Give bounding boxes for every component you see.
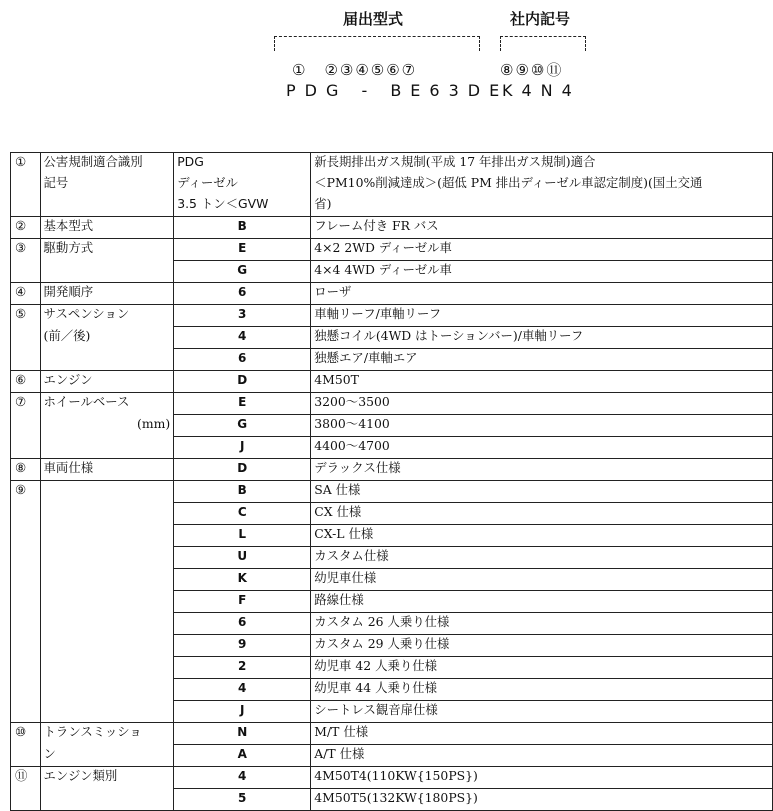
- code-value: A: [174, 745, 311, 767]
- item-number: [11, 635, 41, 657]
- table-row: [11, 195, 773, 217]
- description: 4M50T: [311, 371, 773, 393]
- item-name: [40, 569, 174, 591]
- description: シートレス観音扉仕様: [311, 701, 773, 723]
- description: カスタム 26 人乗り仕様: [311, 613, 773, 635]
- description: カスタム 29 人乗り仕様: [311, 635, 773, 657]
- item-name: [40, 503, 174, 525]
- item-name: [40, 547, 174, 569]
- code-value: 2: [174, 657, 311, 679]
- description: 4400～4700: [311, 437, 773, 459]
- code-value: 5: [174, 789, 311, 811]
- item-name: [40, 613, 174, 635]
- item-name: [40, 657, 174, 679]
- item-number: ⑨: [11, 481, 41, 503]
- code-value: 6: [174, 283, 311, 305]
- item-name: [40, 635, 174, 657]
- label-todokede-keishiki: 届出型式: [343, 10, 404, 28]
- description: 幼児車仕様: [311, 569, 773, 591]
- description: 4M50T5(132KW{180PS}): [311, 789, 773, 811]
- code-value: U: [174, 547, 311, 569]
- item-number: [11, 195, 41, 217]
- code-value: 3.5 トン＜GVW: [174, 195, 311, 217]
- description: 独懸コイル(4WD はトーションバー)/車軸リーフ: [311, 327, 773, 349]
- table-row: [11, 503, 773, 525]
- item-number: [11, 745, 41, 767]
- item-number: [11, 327, 41, 349]
- item-number: [11, 591, 41, 613]
- table-row: [11, 767, 773, 789]
- model-code-left: PDG - BE63DE: [286, 81, 509, 100]
- item-name: (mm): [40, 415, 174, 437]
- item-name: [40, 195, 174, 217]
- code-value: E: [174, 393, 311, 415]
- item-name: [40, 701, 174, 723]
- item-name: [40, 349, 174, 371]
- item-number: [11, 503, 41, 525]
- table-row: [11, 613, 773, 635]
- item-name: [40, 679, 174, 701]
- item-number: ②: [11, 217, 41, 239]
- code-value: 4: [174, 327, 311, 349]
- item-name: 公害規制適合識別: [40, 153, 174, 175]
- code-value: 3: [174, 305, 311, 327]
- code-value: 6: [174, 613, 311, 635]
- label-shanai-kigo: 社内記号: [510, 10, 571, 28]
- description: M/T 仕様: [311, 723, 773, 745]
- item-name: ン: [40, 745, 174, 767]
- description: 3200～3500: [311, 393, 773, 415]
- item-number: ⑦: [11, 393, 41, 415]
- code-value: 9: [174, 635, 311, 657]
- code-value: 4: [174, 767, 311, 789]
- table-row: [11, 415, 773, 437]
- description: A/T 仕様: [311, 745, 773, 767]
- description: 省): [311, 195, 773, 217]
- item-number: [11, 437, 41, 459]
- item-name: エンジン: [40, 371, 174, 393]
- code-value: E: [174, 239, 311, 261]
- item-number: [11, 701, 41, 723]
- item-name: 車両仕様: [40, 459, 174, 481]
- item-number: [11, 547, 41, 569]
- table-row: [11, 701, 773, 723]
- code-value: C: [174, 503, 311, 525]
- table-row: [11, 789, 773, 811]
- item-number: [11, 349, 41, 371]
- description: 4M50T4(110KW{150PS}): [311, 767, 773, 789]
- table-row: [11, 459, 773, 481]
- item-number: ①: [11, 153, 41, 175]
- code-value: 4: [174, 679, 311, 701]
- item-name: [40, 789, 174, 811]
- table-row: [11, 349, 773, 371]
- table-row: [11, 657, 773, 679]
- item-name: [40, 481, 174, 503]
- code-value: F: [174, 591, 311, 613]
- description: 新長期排出ガス規制(平成 17 年排出ガス規制)適合: [311, 153, 773, 175]
- item-number: ⑪: [11, 767, 41, 789]
- item-number: ③: [11, 239, 41, 261]
- description: SA 仕様: [311, 481, 773, 503]
- description: 幼児車 44 人乗り仕様: [311, 679, 773, 701]
- table-row: [11, 371, 773, 393]
- code-value: B: [174, 217, 311, 239]
- table-row: [11, 217, 773, 239]
- description: 路線仕様: [311, 591, 773, 613]
- description: ローザ: [311, 283, 773, 305]
- item-name: サスペンション: [40, 305, 174, 327]
- item-name: 基本型式: [40, 217, 174, 239]
- item-number: [11, 261, 41, 283]
- item-number: [11, 174, 41, 195]
- description: ＜PM10%削減達成＞(超低 PM 排出ディーゼル車認定制度)(国土交通: [311, 174, 773, 195]
- code-value: J: [174, 437, 311, 459]
- description: CX-L 仕様: [311, 525, 773, 547]
- item-number: [11, 679, 41, 701]
- table-row: [11, 239, 773, 261]
- code-value: N: [174, 723, 311, 745]
- description: 車軸リーフ/車軸リーフ: [311, 305, 773, 327]
- item-name: 駆動方式: [40, 239, 174, 261]
- description: 4×2 2WD ディーゼル車: [311, 239, 773, 261]
- item-number: [11, 569, 41, 591]
- item-number: ④: [11, 283, 41, 305]
- code-value: 6: [174, 349, 311, 371]
- code-value: D: [174, 371, 311, 393]
- table-row: [11, 481, 773, 503]
- bracket-left: [274, 36, 480, 51]
- table-row: [11, 745, 773, 767]
- table-row: [11, 393, 773, 415]
- item-name: ホイールベース: [40, 393, 174, 415]
- item-number: ⑤: [11, 305, 41, 327]
- item-number: ⑥: [11, 371, 41, 393]
- item-name: [40, 261, 174, 283]
- item-number: [11, 657, 41, 679]
- code-value: B: [174, 481, 311, 503]
- table-row: [11, 283, 773, 305]
- description: 幼児車 42 人乗り仕様: [311, 657, 773, 679]
- table-row: [11, 153, 773, 175]
- item-name: [40, 591, 174, 613]
- item-name: [40, 525, 174, 547]
- description: 4×4 4WD ディーゼル車: [311, 261, 773, 283]
- description: フレーム付き FR バス: [311, 217, 773, 239]
- item-number: [11, 789, 41, 811]
- code-value: K: [174, 569, 311, 591]
- item-number: ⑩: [11, 723, 41, 745]
- item-name: トランスミッショ: [40, 723, 174, 745]
- position-numbers-right: ⑧⑨⑩⑪: [500, 61, 564, 79]
- item-number: ⑧: [11, 459, 41, 481]
- table-row: [11, 174, 773, 195]
- item-name: [40, 437, 174, 459]
- bracket-right: [500, 36, 586, 51]
- description: 3800～4100: [311, 415, 773, 437]
- code-value: ディーゼル: [174, 174, 311, 195]
- description: 独懸エア/車軸エア: [311, 349, 773, 371]
- description: CX 仕様: [311, 503, 773, 525]
- table-row: [11, 261, 773, 283]
- item-name: エンジン類別: [40, 767, 174, 789]
- item-name: 開発順序: [40, 283, 174, 305]
- model-code-table: [10, 152, 773, 811]
- model-code-right: K4N4: [502, 81, 581, 100]
- code-value: G: [174, 415, 311, 437]
- item-number: [11, 613, 41, 635]
- item-name: (前／後): [40, 327, 174, 349]
- code-value: J: [174, 701, 311, 723]
- position-numbers-left: ① ②③④⑤⑥⑦: [292, 61, 418, 79]
- description: デラックス仕様: [311, 459, 773, 481]
- table-row: [11, 305, 773, 327]
- table-row: [11, 437, 773, 459]
- code-value: D: [174, 459, 311, 481]
- table-row: [11, 635, 773, 657]
- code-value: PDG: [174, 153, 311, 175]
- description: カスタム仕様: [311, 547, 773, 569]
- table-row: [11, 591, 773, 613]
- code-value: G: [174, 261, 311, 283]
- table-row: [11, 569, 773, 591]
- item-name: 記号: [40, 174, 174, 195]
- item-number: [11, 525, 41, 547]
- code-value: L: [174, 525, 311, 547]
- table-row: [11, 723, 773, 745]
- table-row: [11, 679, 773, 701]
- table-row: [11, 525, 773, 547]
- table-row: [11, 327, 773, 349]
- table-row: [11, 547, 773, 569]
- item-number: [11, 415, 41, 437]
